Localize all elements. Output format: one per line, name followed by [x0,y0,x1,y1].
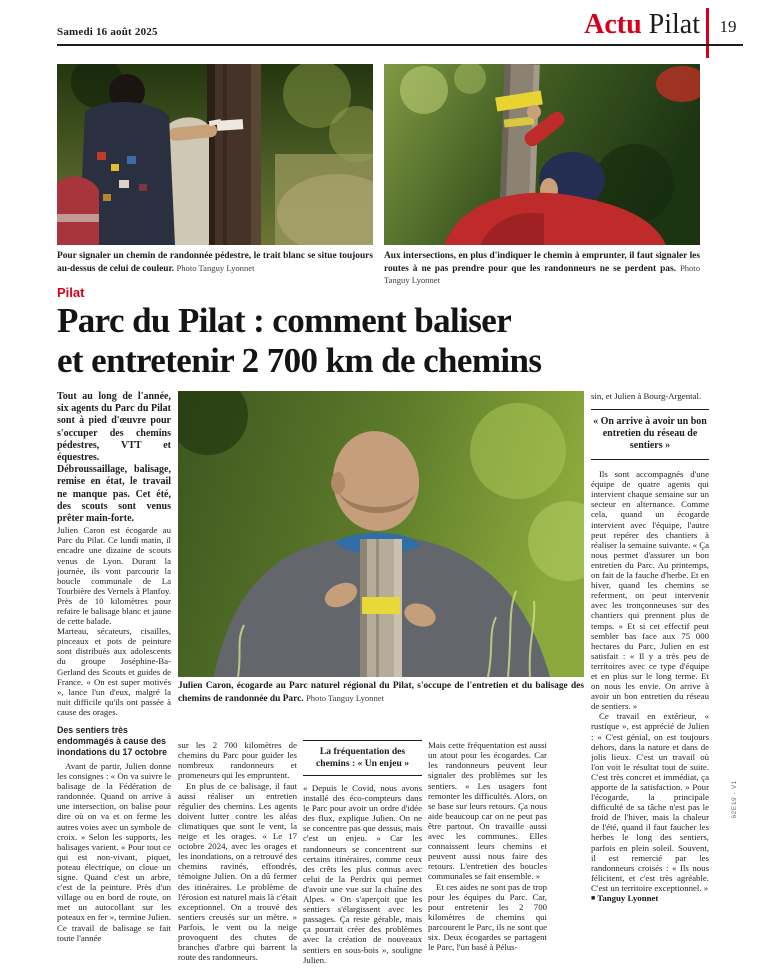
article-paragraph: Ce travail en extérieur, « rustique », est apprécié de Julien : « C'est génial, on est toujours dehors, dans la nature et dans de jolis lieux. C'est un travail où l'on voit le résultat tout de suite. C'est très concret et immédiat, ça apporte de la satisfaction. » Pour l'écogarde, la principale difficulté de sa tâche n'est pas le froid de l'hiver, mais la chaleur de l'été, quand il faut faucher les herbes le long des sentiers, parfois en plein soleil. Souvent, il est remercié par les randonneurs croisés : « Ils nous félicitent, et c'est très agréable. C'est un territoire exceptionnel. » [591,711,709,893]
article-intro: Tout au long de l'année, six agents du Parc du Pilat sont à pied d'œuvre pour s'occuper des chemins pédestres, VTT et équestres. Débroussaillage, balisage, remise en état, le travail ne manque pas. Cet été, des scouts sont venus prêter main-forte. [57,391,171,525]
headline-line1: Parc du Pilat : comment baliser [57,301,512,340]
brand-red-bar [706,8,709,58]
photo-main [178,391,584,677]
article-paragraph: Julien Caron est écogarde au Parc du Pilat. Ce lundi matin, il encadre une dizaine de scouts venus de Lyon. Durant la journée, ils vont parcourir la boucle communale de La Tourbière des Vernels à Planfoy. Près de 10 kilomètres pour refaire le balisage blanc et jaune de cette balade. [57,525,171,627]
article-paragraph: En plus de ce balisage, il faut aussi réaliser un entretien régulier des chemins. Les agents doivent lutter contre les aléas climatiques que sont le vent, la neige et les orages. « Le 17 octobre 2024, avec les orages et les inondations, on a retrouvé des chemins ravinés, effondrés, témoigne Julien. On a dû fermer des itinéraires. Le problème de l'érosion est naturel mais là c'était exceptionnel. On a trouvé des sentiers creusés sur un mètre. » Parfois, le vent ou la neige provoquent des chutes de branches d'arbre qui barrent la route des randonneurs. [178,780,297,963]
sub-columns [178,740,584,965]
tree-trunk [207,64,261,245]
kicker: Pilat [57,285,85,300]
page-number: 19 [719,17,737,36]
article-paragraph: Avant de partir, Julien donne les consignes : « On va suivre le balisage de la Fédération de randonnée. Quand on arrive à une intersection, on balise pour dire où on va et on ferme les autres voies avec un symbole de croix. » Selon les supports, les balisages varient. « Pour tout ce qui est non-vivant, piquet, poteau électrique, on cloue un signe. Quand c'est un arbre, c'est de la peinture. Près d'un village ou en bord de route, on met un autocollant sur les poteaux en fer », termine Julien. Ce travail de balisage se fait toute l'année [57,761,171,943]
inset-box-title: La fréquentation des chemins : « Un enjeu » [303,740,422,776]
middle-block [178,391,584,977]
page-date: Samedi 16 août 2025 [57,26,158,38]
article-paragraph: Et ces aides ne sont pas de trop pour les équipes du Parc. Car, pour entretenir les 2 700 kilomètres de chemins qui parcourent le Parc, ils ne sont que six. Deux écogardes se partagent le Parc, l'un basé à Pélus- [428,881,547,953]
edition-code: 62E19 - V1 [731,780,738,819]
headline-line2: et entretenir 2 700 km de chemins [57,341,542,380]
photo-top-left-illustration [57,64,373,245]
column-1 [57,391,171,977]
photo-top-left [57,64,373,245]
masthead-rule [57,44,743,46]
article-paragraph: Marteau, sécateurs, cisailles, pinceaux et pots de peinture sont distribués aux adolescents du groupe Joséphine-Ba-Gerland des Scouts et guides de France. « On est super motivés », lance l'un d'eux, malgré la nuit difficile qu'ils ont passée à cause des orages. [57,626,171,717]
pull-quote: « On arrive à avoir un bon entretien du réseau de sentiers » [591,409,709,460]
caption-main-text: Julien Caron, écogarde au Parc naturel régional du Pilat, s'occupe de l'entretien et du balisage des chemins de randonnée du Parc. [178,681,584,704]
caption-top-right-text: Aux intersections, en plus d'indiquer le chemin à emprunter, il faut signaler les routes à ne pas prendre pour que les randonneurs ne se perdent pas. [384,251,700,274]
article-paragraph: sin, et Julien à Bourg-Argental. [591,391,702,401]
section-brand [0,10,700,40]
red-jacket-shape [57,176,99,245]
caption-top-left [57,251,373,275]
photo-main-illustration [178,391,584,677]
article-body [57,391,710,977]
column-4 [428,740,547,965]
section-name: Actu [584,9,642,40]
caption-top-right-credit: Photo Tanguy Lyonnet [384,262,700,286]
caption-top-left-credit: Photo Tanguy Lyonnet [176,262,255,273]
column-2 [178,740,297,965]
column-3 [303,740,422,965]
caption-top-right [384,251,700,288]
caption-main [178,681,584,705]
byline-name: Tanguy Lyonnet [597,893,659,904]
photo-top-right-illustration [384,64,700,245]
article-subhead: Des sentiers très endommagés à cause des inondations du 17 octobre [57,725,167,758]
article-paragraph: sur les 2 700 kilomètres de chemins du Parc pour guider les nombreux randonneurs et promeneurs qui les empruntent. [178,740,297,781]
byline-bullet-icon: ■ [591,894,596,903]
column-5 [591,391,709,977]
byline [591,893,709,903]
caption-main-credit: Photo Tanguy Lyonnet [305,692,384,703]
edition-name: Pilat [648,9,700,40]
caption-top-left-text: Pour signaler un chemin de randonnée pédestre, le trait blanc se situe toujours au-dessus de celui de couleur. [57,251,373,274]
article-paragraph: Mais cette fréquentation est aussi un atout pour les écogardes. Car les randonneurs peuvent leur signaler des problèmes sur les sentiers. « Les usagers font remonter les difficultés. Alors, on se base sur leurs retours. Ça nous aide beaucoup car on ne peut pas être partout. On travaille aussi avec les communes. Elles connaissent leurs chemins et peuvent aussi nous faire des retours. L'entretien des boucles communales se fait ensemble. » [428,740,547,882]
photo-top-right [384,64,700,245]
article-paragraph: « Depuis le Covid, nous avons installé des éco-compteurs dans le Parc pour avoir un ordre d'idée des flux, explique Julien. On ne se concentre pas que dessus, mais c'est un enjeu. » Car les randonneurs se concentrent sur certains itinéraires, comme ceux des crêts les plus connus avec celui de la Perdrix qui permet d'avoir une vue sur la chaîne des Alpes. « On s'aperçoit que les sentiers s'élargissent avec les passages. Ça reste gérable, mais ça pourrait créer des problèmes avec la création de nouveaux sentiers en sous-bois », souligne Julien. [303,783,422,965]
yellow-paint-mark [362,597,400,614]
article-paragraph: Ils sont accompagnés d'une équipe de quatre agents qui intervient chaque semaine sur un secteur en alternance. Comme cela, quand un écogarde intervient avec l'équipe, l'autre peut repérer des chantiers à réaliser la semaine suivante. « Ça nous permet d'assurer un bon entretien du Parc. Au printemps, on fait de la fauche d'herbe. Et en hiver, quand les chemins se referment, on peut intervenir avec les tronçonneuses sur des chantiers qui prennent plus de temps. » Et si cet effectif peut sembler bas face aux 75 000 hectares du Parc, Julien en est satisfait : « Il y a très peu de territoires avec ce type d'équipe et en plus sur le long terme. Et on nous les envie. On arrive à avoir un bon entretien du réseau de sentiers. » [591,469,709,712]
headline [57,301,721,381]
